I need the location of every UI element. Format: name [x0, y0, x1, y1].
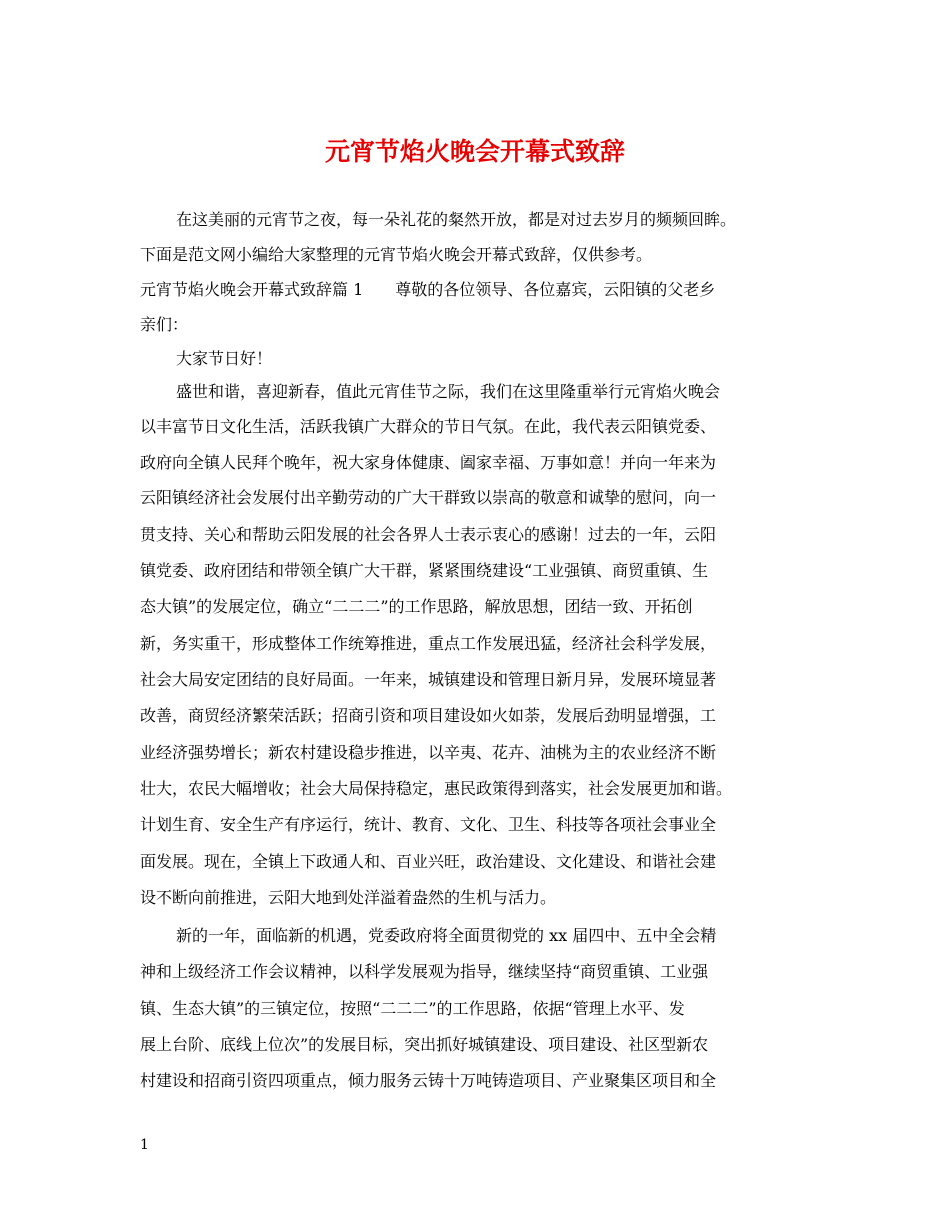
body-line: 亲们： — [140, 315, 189, 334]
body-line: 下面是范文网小编给大家整理的元宵节焰火晚会开幕式致辞，仅供参考。 — [140, 245, 653, 264]
body-line: 面发展。现在，全镇上下政通人和、百业兴旺，政治建设、文化建设、和谐社会建 — [140, 852, 717, 871]
body-line: 在这美丽的元宵节之夜，每一朵礼花的粲然开放，都是对过去岁月的频频回眸。 — [176, 210, 737, 229]
body-line: 设不断向前推进，云阳大地到处洋溢着盎然的生机与活力。 — [140, 888, 557, 907]
body-line: 盛世和谐，喜迎新春，值此元宵佳节之际，我们在这里隆重举行元宵焰火晚会 — [176, 382, 721, 401]
body-line: 大家节日好！ — [176, 349, 273, 368]
body-line: 新，务实重干，形成整体工作统筹推进，重点工作发展迅猛，经济社会科学发展， — [140, 634, 717, 653]
page-number: 1 — [140, 1137, 149, 1153]
body-line: 镇、生态大镇”的三镇定位，按照“二二二”的工作思路，依据“管理上水平、发 — [140, 999, 685, 1018]
body-line: 壮大，农民大幅增收；社会大局保持稳定，惠民政策得到落实，社会发展更加和谐。 — [140, 779, 733, 798]
body-line: 业经济强势增长；新农村建设稳步推进，以辛夷、花卉、油桃为主的农业经济不断 — [140, 743, 717, 762]
body-line: 政府向全镇人民拜个晚年，祝大家身体健康、阖家幸福、万事如意！并向一年来为 — [140, 453, 717, 472]
body-line: 镇党委、政府团结和带领全镇广大干群，紧紧围绕建设“工业强镇、商贸重镇、生 — [140, 561, 709, 580]
body-line: 以丰富节日文化生活，活跃我镇广大群众的节日气氛。在此，我代表云阳镇党委、 — [140, 417, 717, 436]
body-line: 村建设和招商引资四项重点，倾力服务云铸十万吨铸造项目、产业聚集区项目和全 — [140, 1071, 717, 1090]
body-line: 神和上级经济工作会议精神，以科学发展观为指导，继续坚持“商贸重镇、工业强 — [140, 962, 709, 981]
body-line: 贯支持、关心和帮助云阳发展的社会各界人士表示衷心的感谢！过去的一年，云阳 — [140, 525, 717, 544]
body-line: 改善，商贸经济繁荣活跃；招商引资和项目建设如火如荼，发展后劲明显增强，工 — [140, 706, 717, 725]
body-line: 计划生育、安全生产有序运行，统计、教育、文化、卫生、科技等各项社会事业全 — [140, 815, 717, 834]
body-line: 云阳镇经济社会发展付出辛勤劳动的广大干群致以崇高的敬意和诚挚的慰问，向一 — [140, 488, 717, 507]
document-title: 元宵节焰火晚会开幕式致辞 — [324, 137, 625, 166]
body-line: 展上台阶、底线上位次”的发展目标，突出抓好城镇建设、项目建设、社区型新农 — [140, 1035, 709, 1054]
body-line: 元宵节焰火晚会开幕式致辞篇 1 尊敬的各位领导、各位嘉宾，云阳镇的父老乡 — [140, 280, 716, 299]
body-line: 社会大局安定团结的良好局面。一年来，城镇建设和管理日新月异，发展环境显著 — [140, 670, 717, 689]
body-line: 新的一年，面临新的机遇，党委政府将全面贯彻党的 xx 届四中、五中全会精 — [176, 926, 717, 945]
body-line: 态大镇”的发展定位，确立“二二二”的工作思路，解放思想，团结一致、开拓创 — [140, 597, 693, 616]
